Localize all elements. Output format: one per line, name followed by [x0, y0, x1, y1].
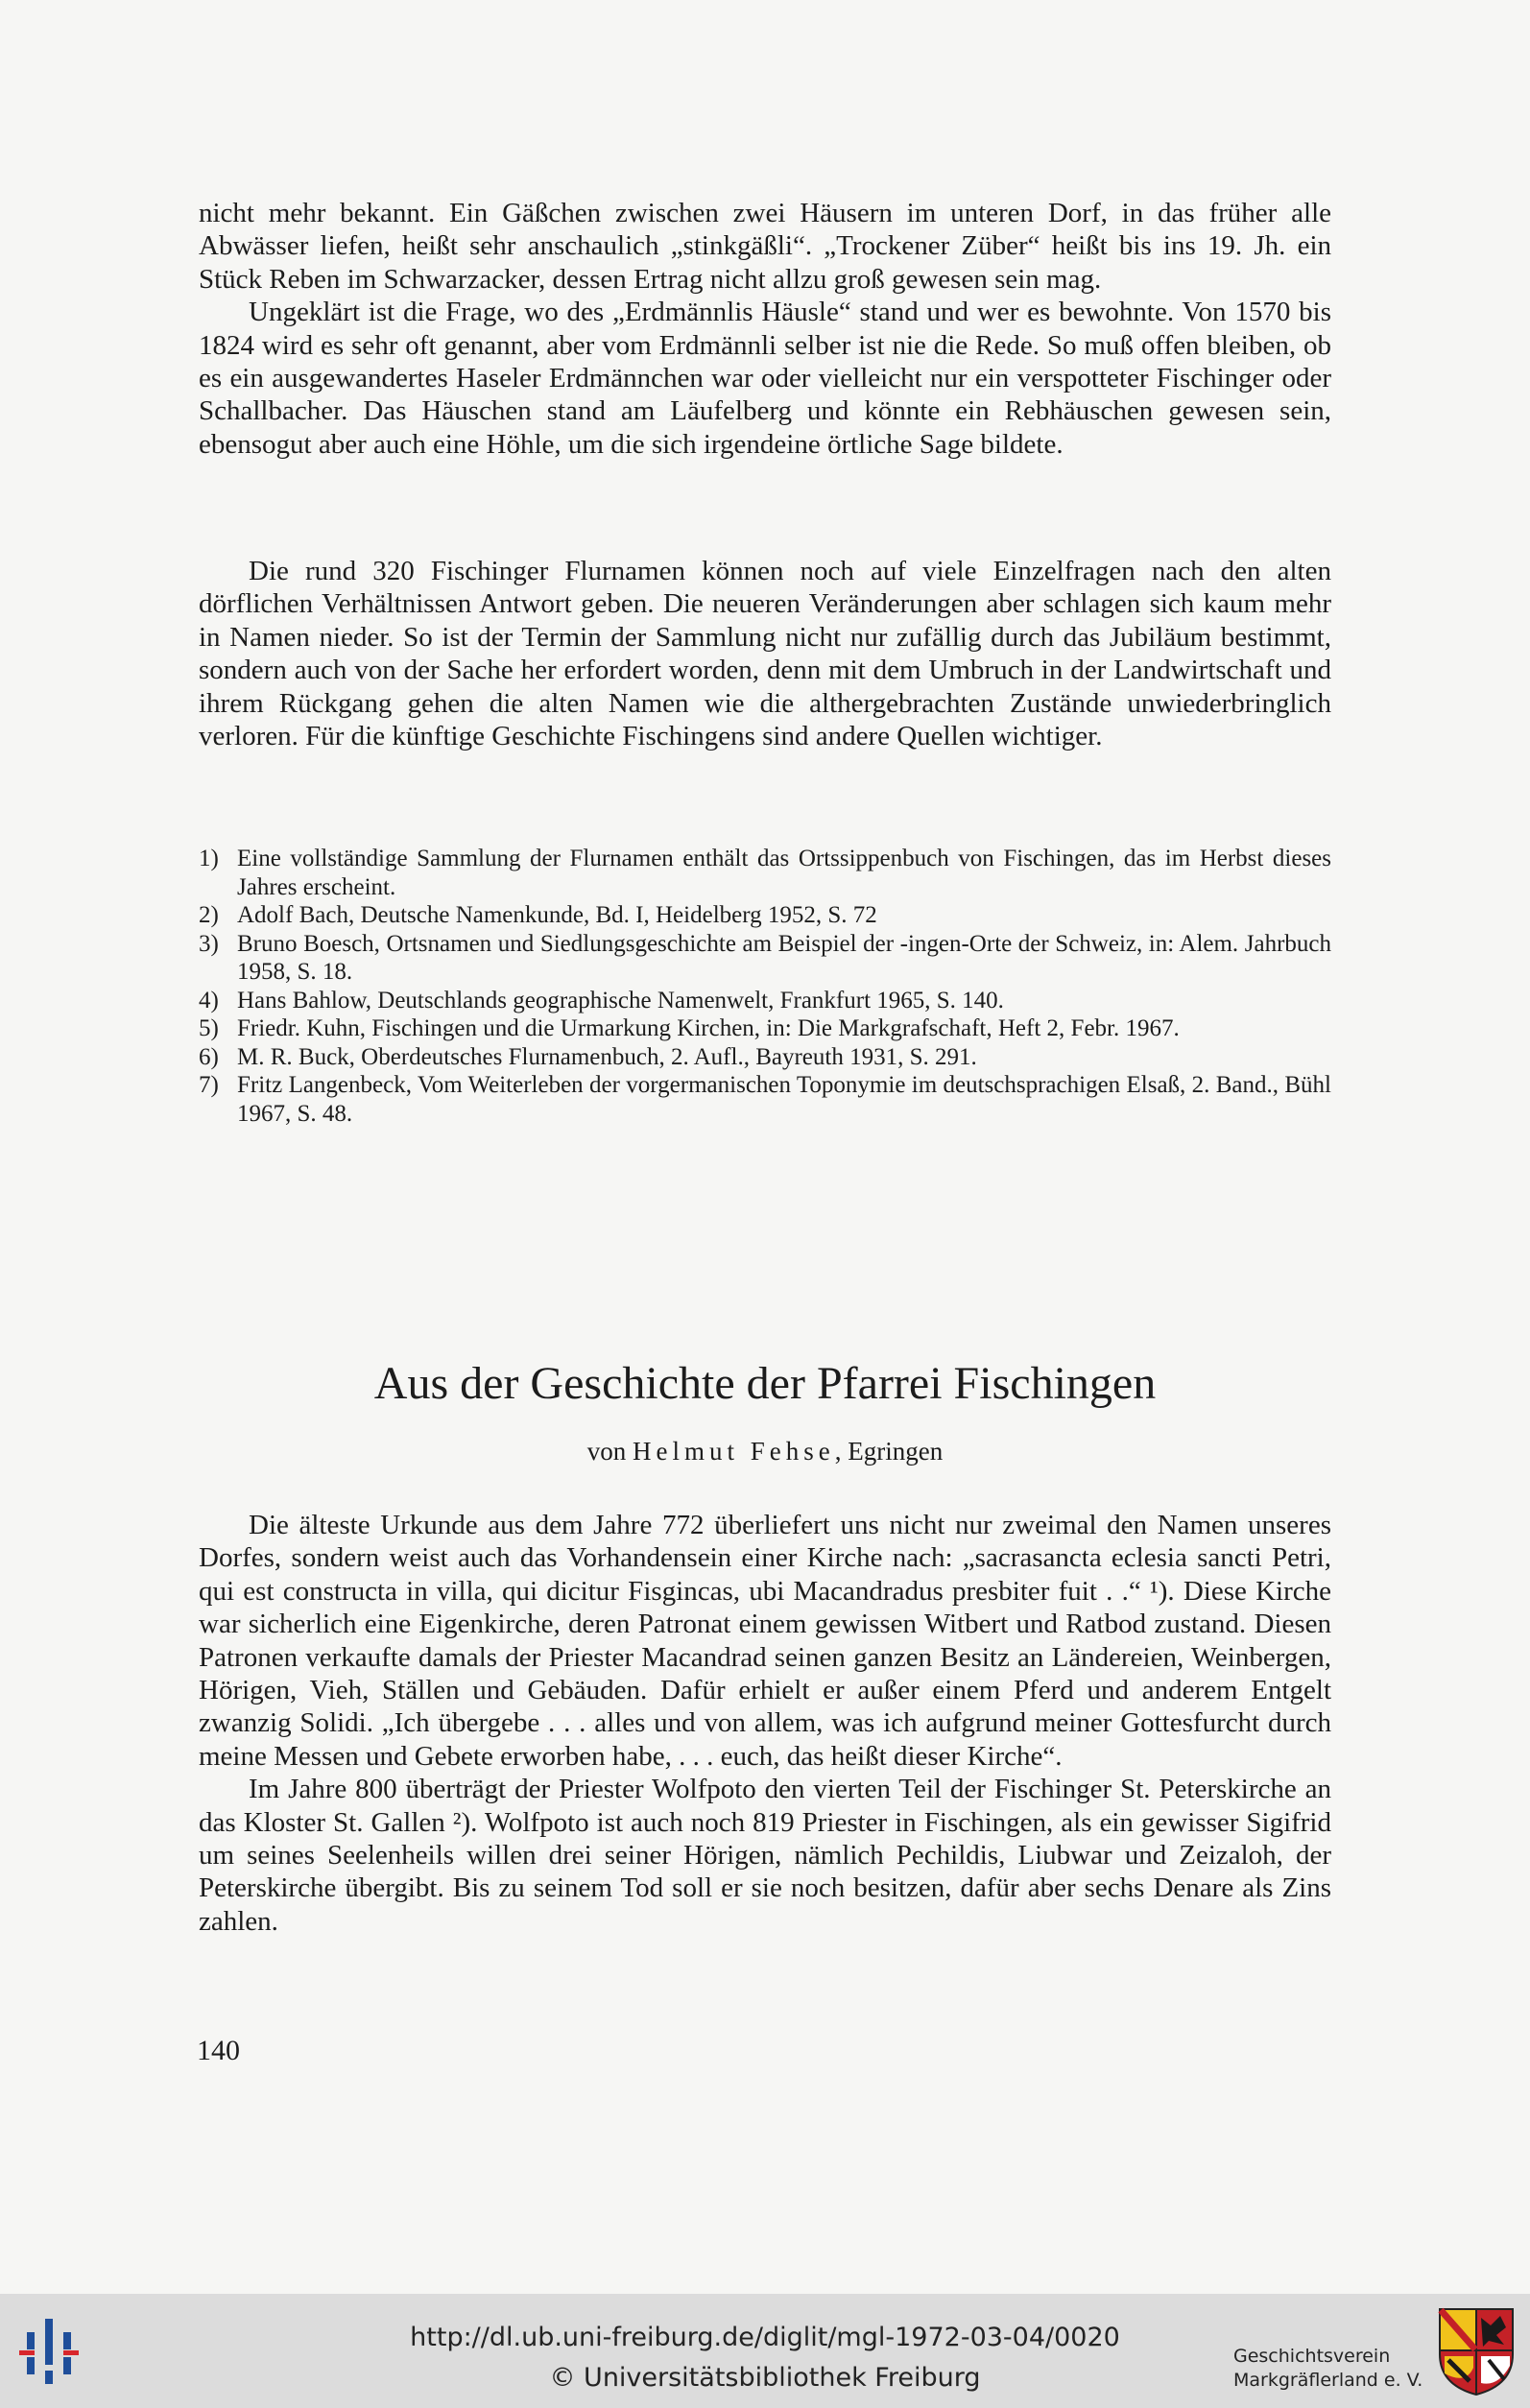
footnote-number: 1): [199, 846, 219, 871]
footnote-text: Hans Bahlow, Deutschlands geographische Namenwelt, Frankfurt 1965, S. 140.: [237, 987, 1004, 1013]
footnote-text: Eine vollständige Sammlung der Flurnamen enthält das Ortssippenbuch von Fischingen, das im Herbst dieses Jahres erscheint.: [237, 846, 1331, 900]
paragraph-continuation: nicht mehr bekannt. Ein Gäßchen zwischen zwei Häusern im unteren Dorf, in das früher alle Abwässer liefen, heißt sehr anschaulich „stinkgäßli“. „Trockener Züber“ heißt bis ins 19. Jh. ein Stück Reben im Schwarzacker, dessen Ertrag nicht allzu groß gewesen sein mag.: [199, 198, 1331, 295]
byline-author: Helmut Fehse: [633, 1437, 835, 1466]
byline-suffix: , Egringen: [834, 1437, 944, 1466]
footnote-text: M. R. Buck, Oberdeutsches Flurnamenbuch, 2. Aufl., Bayreuth 1931, S. 291.: [237, 1043, 977, 1070]
footnote: [199, 1014, 1331, 1043]
footnote: [199, 845, 1331, 901]
footnote: [199, 901, 1331, 930]
document-url-link[interactable]: http://dl.ub.uni-freiburg.de/diglit/mgl-1972-03-04/0020: [410, 2323, 1120, 2352]
footnote-number: 7): [199, 1072, 219, 1098]
byline-prefix: von: [586, 1437, 634, 1466]
paragraph-flurnamen: Die rund 320 Fischinger Flurnamen können noch auf viele Einzelfragen nach den alten dörflichen Verhältnissen Antwort geben. Die neueren Veränderungen aber schlagen sich kaum mehr in Namen nieder. So ist der Termin der Sammlung nicht nur zufällig durch das Jubiläum bestimmt, sondern auch von der Sache her erfordert worden, denn mit dem Umbruch in der Landwirtschaft und ihrem Rückgang gehen die alten Namen wie die althergebrachten Zustände unwiederbringlich verloren. Für die künftige Geschichte Fischingens sind andere Quellen wichtiger.: [199, 556, 1331, 752]
publisher-name-line1: Geschichtsverein: [1233, 2346, 1391, 2367]
viewer-footer: [0, 2294, 1530, 2408]
coat-of-arms-icon[interactable]: [1437, 2306, 1516, 2396]
paragraph-urkunde-772: Die älteste Urkunde aus dem Jahre 772 überliefert uns nicht nur zweimal den Namen unseres Dorfes, sondern weist auch das Vorhandensein einer Kirche nach: „sacrasancta eclesia sancti Petri, qui est constructa in villa, qui dicitur Fisgincas, ubi Macandradus presbiter fuit . .“ ¹). Diese Kirche war sicherlich eine Eigenkirche, deren Patronat einem gewissen Witbert und Ratbod zustand. Diesen Patronen verkaufte damals der Priester Macandrad seinen ganzen Besitz an Ländereien, Weinbergen, Hörigen, Vieh, Ställen und Gebäuden. Dafür erhielt er außer einem Pferd und anderem Entgelt zwanzig Solidi. „Ich übergebe . . . alles und von allem, was ich aufgrund meiner Gottesfurcht durch meine Messen und Gebete erworben habe, . . . euch, das heißt dieser Kirche“.: [199, 1510, 1331, 1772]
paragraph-jahr-800: Im Jahre 800 überträgt der Priester Wolfpoto den vierten Teil der Fischinger St. Peterskirche an das Kloster St. Gallen ²). Wolfpoto ist auch noch 819 Priester in Fischingen, als ein gewisser Sigifrid um seines Seelenheils willen drei seiner Hörigen, nämlich Pechildis, Liubwar und Zeizaloh, der Peterskirche übergibt. Bis zu seinem Tod soll er sie noch besitzen, dafür aber sechs Denare als Zins zahlen.: [199, 1774, 1331, 1937]
paragraph-erdmaennli: Ungeklärt ist die Frage, wo des „Erdmännlis Häusle“ stand und wer es bewohnte. Von 1570 bis 1824 wird es sehr oft genannt, aber vom Erdmännli selber ist nie die Rede. So muß offen bleiben, ob es ein ausgewandertes Haseler Erdmännchen war oder vielleicht nur ein verspotteter Fischinger oder Schallbacher. Das Häuschen stand am Läufelberg und könnte ein Rebhäuschen gewesen sein, ebensogut aber auch eine Höhle, um die sich irgendeine örtliche Sage bildete.: [199, 297, 1331, 460]
publisher-name: [1233, 2345, 1435, 2393]
footnotes: [199, 845, 1331, 1128]
footnote-text: Friedr. Kuhn, Fischingen und die Urmarkung Kirchen, in: Die Markgrafschaft, Heft 2, Febr. 1967.: [237, 1015, 1180, 1041]
article-byline: [0, 1436, 1530, 1466]
footnote-number: 5): [199, 1015, 219, 1041]
footnote: [199, 930, 1331, 987]
footnote-number: 3): [199, 930, 219, 957]
footnote: [199, 1071, 1331, 1128]
footnote: [199, 987, 1331, 1015]
footnote-text: Fritz Langenbeck, Vom Weiterleben der vorgermanischen Toponymie im deutschsprachigen Elsaß, 2. Band., Bühl 1967, S. 48.: [237, 1072, 1331, 1127]
article-body: [199, 1509, 1331, 1938]
footnote-number: 2): [199, 902, 219, 928]
footnote-number: 4): [199, 987, 219, 1013]
body-text-conclusion: [199, 555, 1331, 752]
copyright-text: © Universitätsbibliothek Freiburg: [549, 2363, 981, 2393]
footnote: [199, 1043, 1331, 1072]
footnote-number: 6): [199, 1043, 219, 1070]
article-title: Aus der Geschichte der Pfarrei Fischingen: [373, 1358, 1157, 1409]
page-number: 140: [197, 2035, 240, 2066]
footnote-text: Adolf Bach, Deutsche Namenkunde, Bd. I, Heidelberg 1952, S. 72: [237, 902, 877, 928]
footnote-text: Bruno Boesch, Ortsnamen und Siedlungsgeschichte am Beispiel der -ingen-Orte der Schweiz, in: Alem. Jahrbuch 1958, S. 18.: [237, 930, 1331, 985]
body-text-top: [199, 197, 1331, 461]
publisher-name-line2: Markgräflerland e. V.: [1233, 2370, 1423, 2391]
